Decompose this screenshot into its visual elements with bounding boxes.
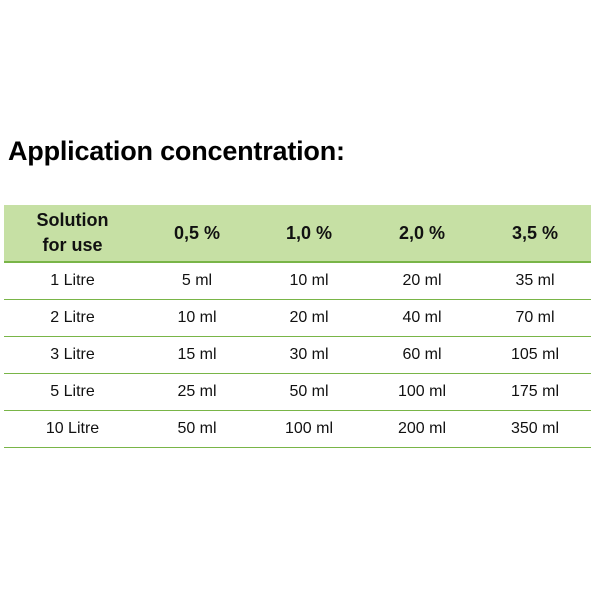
table-row: [4, 374, 591, 411]
header-solution-for-use: [4, 205, 141, 262]
header-concentration: 0,5 %: [141, 205, 253, 262]
dosage-cell: 60 ml: [365, 337, 479, 374]
dosage-cell: 105 ml: [479, 337, 591, 374]
table-row: [4, 262, 591, 300]
dosage-cell: 70 ml: [479, 300, 591, 337]
table-header-row: [4, 205, 591, 262]
dosage-cell: 30 ml: [253, 337, 365, 374]
header-concentration: 1,0 %: [253, 205, 365, 262]
table-row: [4, 300, 591, 337]
header-solution-line1: Solution: [36, 210, 109, 230]
dosage-cell: 40 ml: [365, 300, 479, 337]
dosage-cell: 35 ml: [479, 262, 591, 300]
page-title: Application concentration:: [8, 136, 345, 166]
row-volume-cell: 5 Litre: [4, 374, 141, 411]
dosage-cell: 100 ml: [365, 374, 479, 411]
table-row: [4, 411, 591, 448]
concentration-table: [4, 205, 591, 448]
header-concentration: 3,5 %: [479, 205, 591, 262]
dosage-cell: 10 ml: [253, 262, 365, 300]
dosage-cell: 175 ml: [479, 374, 591, 411]
header-solution-line2: for use: [42, 235, 103, 255]
table-row: [4, 337, 591, 374]
dosage-cell: 20 ml: [253, 300, 365, 337]
dosage-cell: 20 ml: [365, 262, 479, 300]
dosage-cell: 200 ml: [365, 411, 479, 448]
header-concentration: 2,0 %: [365, 205, 479, 262]
dosage-cell: 15 ml: [141, 337, 253, 374]
dosage-cell: 50 ml: [141, 411, 253, 448]
row-volume-cell: 10 Litre: [4, 411, 141, 448]
dosage-cell: 50 ml: [253, 374, 365, 411]
row-volume-cell: 3 Litre: [4, 337, 141, 374]
dosage-cell: 10 ml: [141, 300, 253, 337]
row-volume-cell: 2 Litre: [4, 300, 141, 337]
dosage-cell: 100 ml: [253, 411, 365, 448]
dosage-cell: 25 ml: [141, 374, 253, 411]
dosage-cell: 5 ml: [141, 262, 253, 300]
row-volume-cell: 1 Litre: [4, 262, 141, 300]
dosage-cell: 350 ml: [479, 411, 591, 448]
